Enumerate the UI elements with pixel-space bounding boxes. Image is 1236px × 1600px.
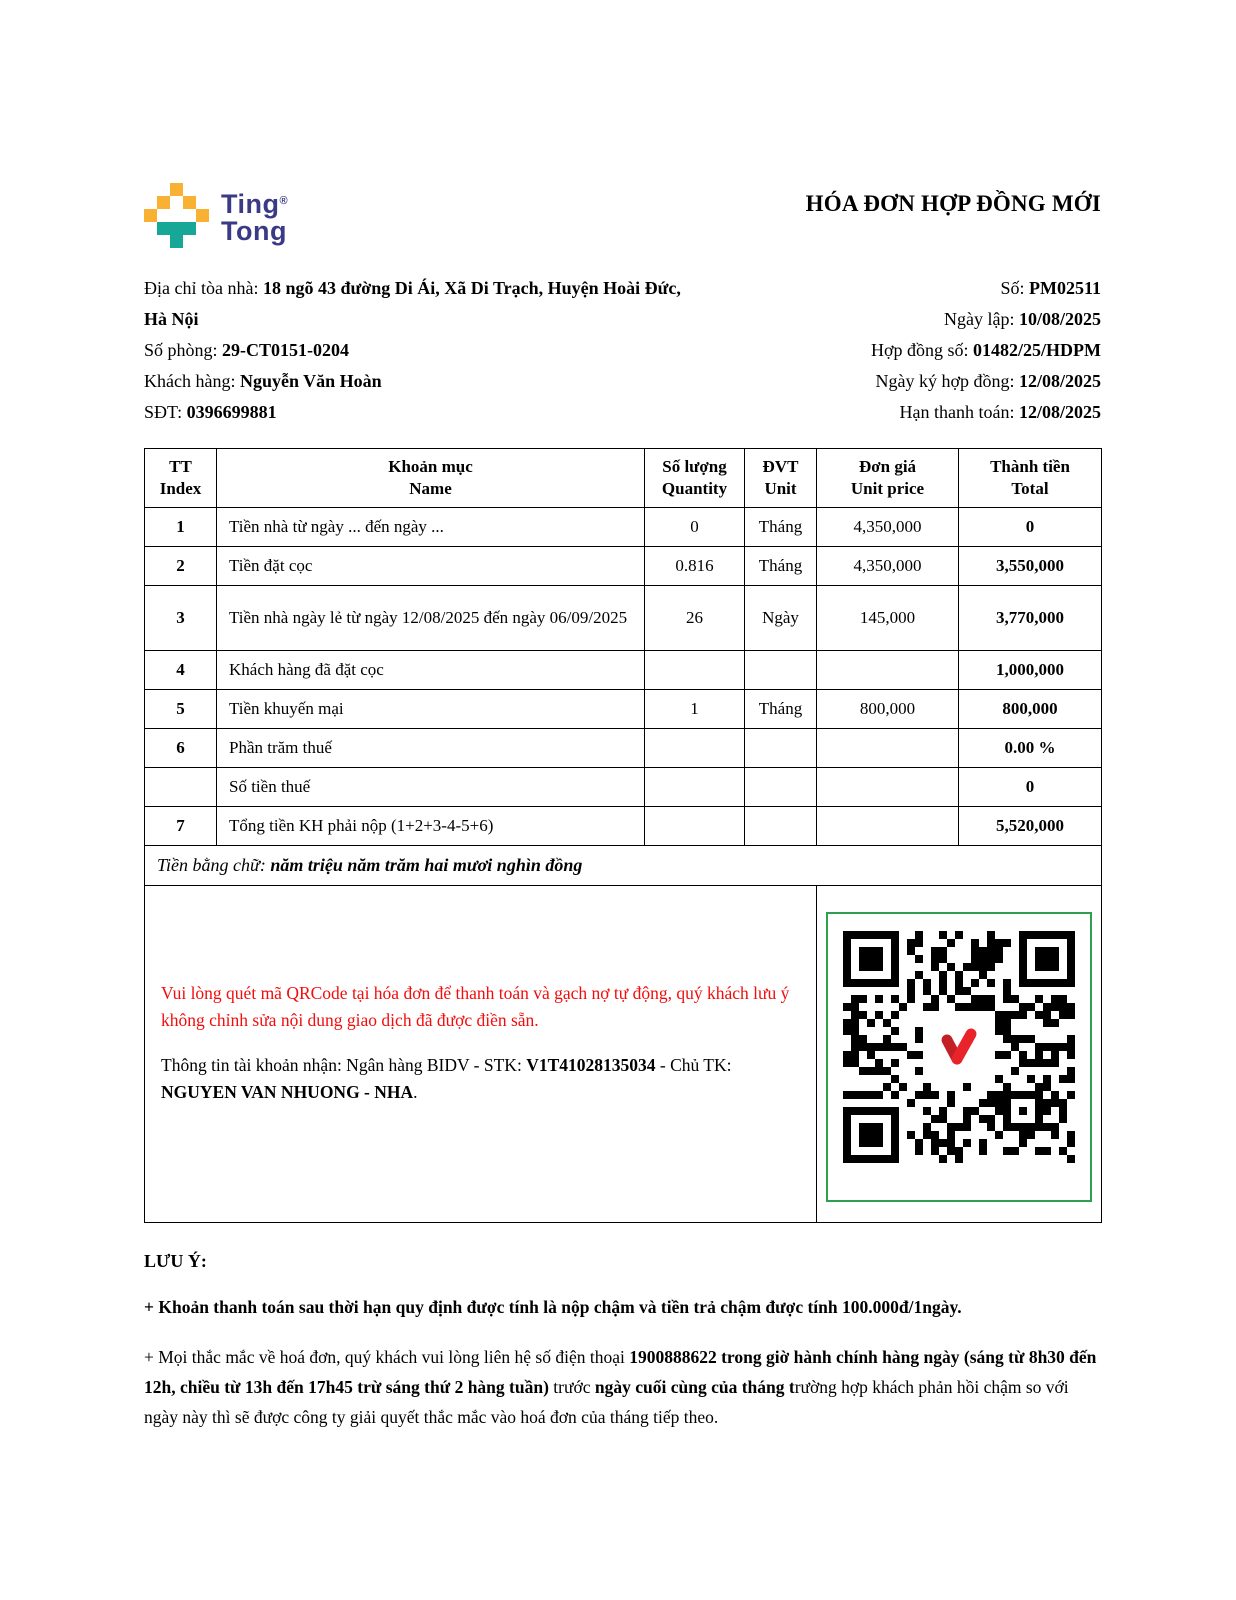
sign-date-line [875, 371, 1101, 391]
cell-unit-price [817, 768, 959, 807]
brand-name-line2: Tong [221, 216, 287, 246]
due-date-label: Hạn thanh toán: [899, 402, 1019, 422]
invoice-number-value: PM02511 [1029, 278, 1101, 298]
col-header-index [145, 449, 217, 508]
qr-code-frame [826, 912, 1092, 1202]
payment-info [161, 886, 800, 1222]
address-label: Địa chỉ tòa nhà: [144, 278, 263, 298]
room-label: Số phòng: [144, 340, 223, 360]
cell-index: 2 [145, 547, 217, 586]
issue-date-line [944, 309, 1101, 329]
cell-index: 5 [145, 690, 217, 729]
col-header-index-en: Index [159, 479, 202, 498]
cell-quantity: 0.816 [645, 547, 745, 586]
cell-quantity [645, 807, 745, 846]
cell-name: Tiền đặt cọc [217, 547, 645, 586]
room-value: 29-CT0151-0204 [222, 340, 350, 360]
brand-logo [144, 183, 288, 248]
cell-name: Số tiền thuế [217, 768, 645, 807]
cell-unit-price [817, 729, 959, 768]
cell-index: 7 [145, 807, 217, 846]
cell-unit-price: 4,350,000 [817, 508, 959, 547]
table-row [145, 768, 1102, 807]
cell-quantity: 26 [645, 586, 745, 651]
cell-unit: Ngày [745, 586, 817, 651]
col-header-quantity-vi: Số lượng [662, 457, 727, 476]
amount-in-words-cell [145, 846, 1102, 886]
cell-total: 3,770,000 [959, 586, 1102, 651]
room-line [144, 340, 349, 360]
col-header-total-vi: Thành tiền [990, 457, 1070, 476]
cell-unit [745, 729, 817, 768]
items-table [144, 448, 1102, 1223]
col-header-name-en: Name [409, 479, 452, 498]
qr-code-cell [817, 886, 1102, 1223]
contact-note-deadline: ngày cuối cùng của tháng t [594, 1377, 795, 1397]
col-header-total-en: Total [1011, 479, 1049, 498]
cell-unit [745, 807, 817, 846]
issue-date-label: Ngày lập: [944, 309, 1019, 329]
registered-mark: ® [279, 195, 289, 207]
table-header-row [145, 449, 1102, 508]
col-header-name [217, 449, 645, 508]
table-row [145, 690, 1102, 729]
cell-unit [745, 768, 817, 807]
contact-note-hotline: 1900888622 trong giờ hành chính hàng ngày (sáng từ 8h30 đến 12h, chiều từ 13h đến 17h45 trừ sáng thứ 2 hàng tuần) [144, 1347, 1097, 1397]
account-suffix: . [413, 1082, 418, 1102]
cell-unit-price: 4,350,000 [817, 547, 959, 586]
cell-unit: Tháng [745, 547, 817, 586]
notes-section [144, 1251, 1101, 1432]
table-row [145, 807, 1102, 846]
cell-index: 1 [145, 508, 217, 547]
col-header-quantity [645, 449, 745, 508]
cell-name: Tiền nhà từ ngày ... đến ngày ... [217, 508, 645, 547]
cell-quantity: 1 [645, 690, 745, 729]
invoice-number-line [1000, 278, 1101, 298]
due-date-line [900, 402, 1102, 422]
col-header-unit [745, 449, 817, 508]
payment-info-cell [145, 886, 817, 1223]
customer-label: Khách hàng: [144, 371, 240, 391]
qr-code [843, 931, 1075, 1163]
table-row [145, 729, 1102, 768]
col-header-total [959, 449, 1102, 508]
contact-note-part2: trước [548, 1377, 595, 1397]
cell-total: 0.00 % [959, 729, 1102, 768]
vietqr-v-icon [931, 1019, 987, 1075]
contact-note-part3: rường hợp khách phản hồi chậm so với ngày này thì sẽ được công ty giải quyết thắc mắc vào hoá đơn của tháng tiếp theo. [144, 1377, 1069, 1427]
customer-line [144, 371, 382, 391]
phone-label: SĐT: [144, 402, 187, 422]
cell-unit: Tháng [745, 508, 817, 547]
contract-number-label: Hợp đồng số: [870, 340, 973, 360]
notes-heading: LƯU Ý: [144, 1251, 207, 1271]
col-header-unit-price-vi: Đơn giá [858, 457, 917, 476]
cell-name: Phần trăm thuế [217, 729, 645, 768]
col-header-name-vi: Khoản mục [388, 457, 473, 476]
cell-total: 1,000,000 [959, 651, 1102, 690]
cell-quantity [645, 729, 745, 768]
building-address-line [144, 278, 681, 329]
cell-name: Tổng tiền KH phải nộp (1+2+3-4-5+6) [217, 807, 645, 846]
cell-total: 5,520,000 [959, 807, 1102, 846]
info-right-column [721, 273, 1101, 428]
payment-row [145, 886, 1102, 1223]
invoice-content [144, 0, 1101, 1432]
cell-name: Tiền nhà ngày lẻ từ ngày 12/08/2025 đến ngày 06/09/2025 [217, 586, 645, 651]
cell-unit: Tháng [745, 690, 817, 729]
info-left-column [144, 273, 692, 428]
contract-number-line [871, 340, 1101, 360]
table-row [145, 586, 1102, 651]
cell-name: Khách hàng đã đặt cọc [217, 651, 645, 690]
amount-in-words-label: Tiền bằng chữ: [157, 855, 271, 875]
cell-unit-price [817, 807, 959, 846]
amount-in-words-value: năm triệu năm trăm hai mươi nghìn đồng [270, 855, 583, 875]
cell-total: 0 [959, 508, 1102, 547]
account-mid: - Chủ TK: [655, 1055, 732, 1075]
cell-quantity [645, 651, 745, 690]
cell-unit-price: 145,000 [817, 586, 959, 651]
cell-index: 4 [145, 651, 217, 690]
customer-value: Nguyễn Văn Hoàn [239, 371, 382, 391]
contract-number-value: 01482/25/HDPM [973, 340, 1101, 360]
table-row [145, 508, 1102, 547]
issue-date-value: 10/08/2025 [1018, 309, 1101, 329]
vietqr-v-glyph [935, 1023, 983, 1071]
account-number: V1T41028135034 [526, 1055, 656, 1075]
sign-date-value: 12/08/2025 [1018, 371, 1101, 391]
receiver-account-info [161, 1052, 800, 1106]
cell-quantity: 0 [645, 508, 745, 547]
cell-total: 800,000 [959, 690, 1102, 729]
cell-unit [745, 651, 817, 690]
phone-value: 0396699881 [186, 402, 277, 422]
cell-quantity [645, 768, 745, 807]
invoice-number-label: Số: [1000, 278, 1029, 298]
table-row [145, 547, 1102, 586]
cell-unit-price [817, 651, 959, 690]
invoice-title: HÓA ĐƠN HỢP ĐỒNG MỚI [805, 191, 1101, 216]
cell-total: 3,550,000 [959, 547, 1102, 586]
account-holder: NGUYEN VAN NHUONG - NHA [161, 1082, 414, 1102]
amount-in-words-row [145, 846, 1102, 886]
late-payment-note: + Khoản thanh toán sau thời hạn quy định được tính là nộp chậm và tiền trả chậm được tính 100.000đ/1ngày. [144, 1297, 962, 1317]
contact-note-part1: + Mọi thắc mắc về hoá đơn, quý khách vui lòng liên hệ số điện thoại [144, 1347, 630, 1367]
table-row [145, 651, 1102, 690]
brand-name [221, 188, 288, 245]
header [144, 183, 1101, 248]
col-header-unit-vi: ĐVT [762, 457, 799, 476]
col-header-quantity-en: Quantity [661, 479, 728, 498]
col-header-unit-price [817, 449, 959, 508]
contact-note [144, 1342, 1101, 1432]
col-header-unit-en: Unit [764, 479, 797, 498]
qr-scan-warning: Vui lòng quét mã QRCode tại hóa đơn để thanh toán và gạch nợ tự động, quý khách lưu ý không chỉnh sửa nội dung giao dịch đã được điền sẵn. [161, 983, 790, 1030]
cell-total: 0 [959, 768, 1102, 807]
address-value: 18 ngõ 43 đường Di Ái, Xã Di Trạch, Huyện Hoài Đức, Hà Nội [144, 278, 681, 329]
brand-name-line1: Ting [221, 189, 280, 219]
info-section [144, 273, 1101, 428]
cell-name: Tiền khuyến mại [217, 690, 645, 729]
cell-index: 3 [145, 586, 217, 651]
phone-line [144, 402, 277, 422]
sign-date-label: Ngày ký hợp đồng: [875, 371, 1019, 391]
cell-unit-price: 800,000 [817, 690, 959, 729]
cell-index: 6 [145, 729, 217, 768]
account-prefix: Thông tin tài khoản nhận: Ngân hàng BIDV - STK: [161, 1055, 527, 1075]
col-header-index-vi: TT [169, 457, 192, 476]
due-date-value: 12/08/2025 [1018, 402, 1101, 422]
cell-index [145, 768, 217, 807]
tingtong-pixel-arrow-icon [144, 183, 209, 248]
col-header-unit-price-en: Unit price [850, 479, 925, 498]
